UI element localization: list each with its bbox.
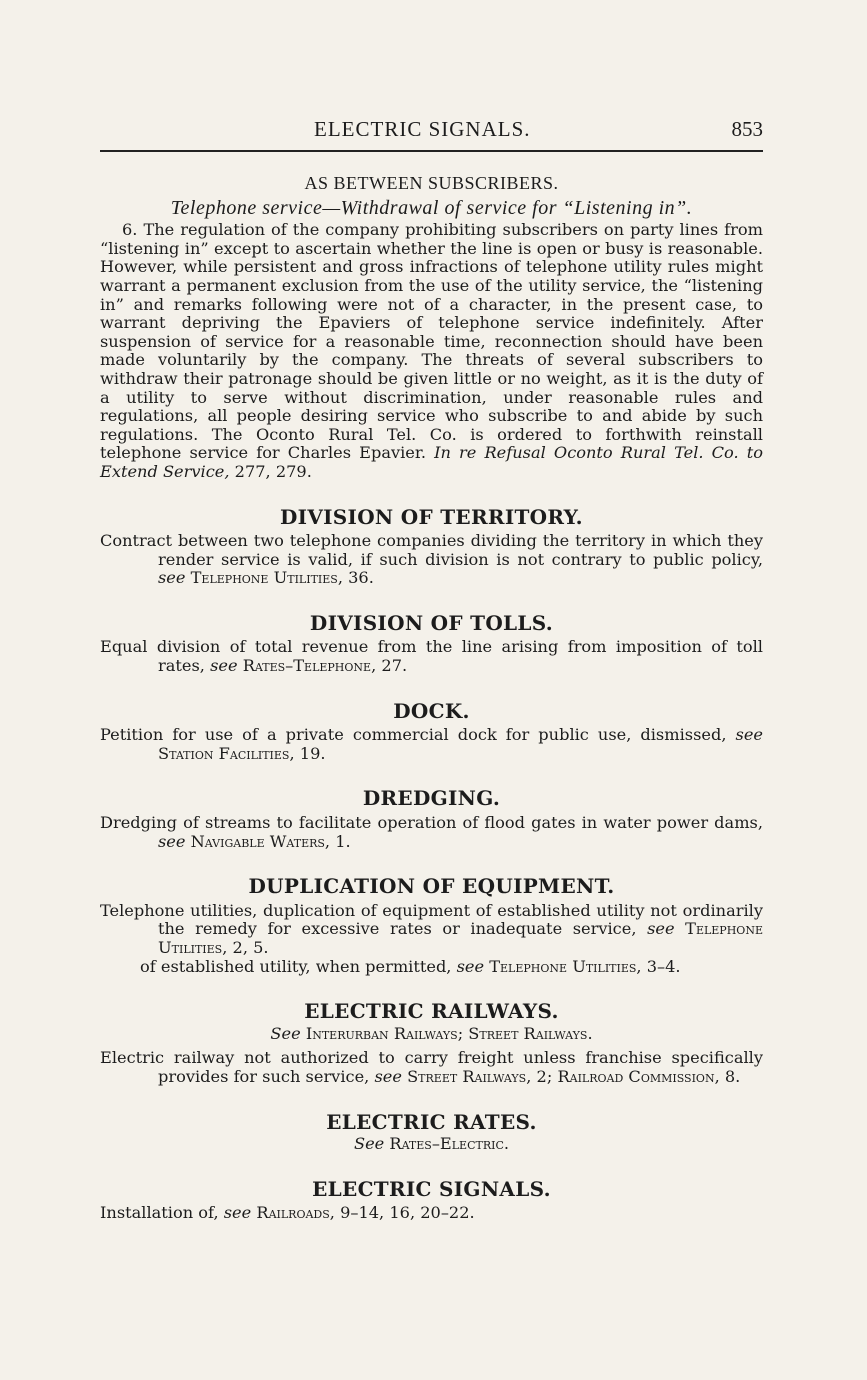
entry-text: Contract between two telephone companies dividing the territory in which they render service is valid, if such division is not contrary to public policy, xyxy=(100,531,763,569)
see-word: see xyxy=(210,656,238,676)
running-head xyxy=(100,118,763,152)
see-also-electric-rates xyxy=(100,1135,763,1154)
reference-number: 9–14, 16, 20–22. xyxy=(340,1203,475,1223)
entry-text: Equal division of total revenue from the line arising from imposition of toll rates, xyxy=(100,637,763,676)
paragraph-6 xyxy=(100,221,763,481)
see-word: See xyxy=(353,1134,385,1154)
page-number: 853 xyxy=(731,117,763,141)
book-page xyxy=(100,118,763,1223)
entry-text: Petition for use of a private commercial dock for public use, dismissed, xyxy=(100,725,727,745)
see-word: See xyxy=(270,1023,301,1043)
cross-reference: Rates–Electric. xyxy=(389,1134,510,1154)
cross-reference: Railroads, xyxy=(256,1203,335,1223)
paragraph-text: 6. The regulation of the company prohibiting subscribers on party lines from “listening in” except to ascertain whether the line is open or busy is reasonable. However, while persistent and gross infractions of telephone utility rules might warrant a permanent exclusion from the use of the utility service, the “listening in” and remarks following were not of a character, in the present case, to warrant depriving the Epaviers of telephone service indefinitely. After suspension of service for a reasonable time, reconnection should have been made voluntarily by the company. The threats of several subscribers to withdraw their patronage should be given little or no weight, as it is the duty of a utility to serve without discrimination, under reasonable rules and regulations, all people desiring service who subscribe to and abide by such regulations. The Oconto Rural Tel. Co. is ordered to forthwith reinstall telephone service for Charles Epavier. xyxy=(100,220,763,463)
reference-number: 2, 5. xyxy=(232,938,269,957)
cross-reference: Station Facilities, xyxy=(158,743,295,763)
citation-pages: 277, 279. xyxy=(234,461,312,481)
heading-division-of-tolls: DIVISION OF TOLLS. xyxy=(309,610,554,635)
subsection-heading: AS BETWEEN SUBSCRIBERS. xyxy=(304,173,559,193)
cross-reference: Street Railways, xyxy=(407,1066,532,1086)
heading-dredging: DREDGING. xyxy=(362,786,501,811)
entry-dredging xyxy=(100,814,763,851)
heading-electric-railways: ELECTRIC RAILWAYS. xyxy=(304,999,559,1024)
reference-number: 19. xyxy=(299,743,326,763)
heading-electric-rates: ELECTRIC RATES. xyxy=(326,1109,537,1134)
see-word: see xyxy=(374,1066,402,1086)
entry-text: Installation of, xyxy=(100,1203,219,1223)
entry-duplication-of-equipment xyxy=(100,902,763,958)
reference-number: 8. xyxy=(724,1066,741,1086)
see-word: see xyxy=(456,956,485,976)
reference-number: 27. xyxy=(381,656,408,676)
case-citation: In re Refusal Oconto Rural Tel. Co. to Extend Service, xyxy=(100,443,763,481)
heading-electric-signals: ELECTRIC SIGNALS. xyxy=(312,1176,551,1201)
entry-dock xyxy=(100,726,763,763)
see-word: see xyxy=(223,1203,252,1223)
reference-number: 1. xyxy=(335,831,351,851)
see-word: see xyxy=(158,831,186,851)
cross-reference: Telephone Utilities, xyxy=(158,919,763,957)
cross-reference: Railroad Commission, xyxy=(557,1066,720,1086)
entry-text: of established utility, when permitted, xyxy=(140,956,452,976)
cross-reference: Telephone Utilities, xyxy=(190,568,343,588)
entry-electric-signals xyxy=(100,1204,763,1223)
entry-electric-railways xyxy=(100,1049,763,1086)
cross-reference: Telephone Utilities, xyxy=(489,956,642,976)
running-head-title: ELECTRIC SIGNALS. xyxy=(314,117,531,141)
reference-number: 2; xyxy=(536,1066,553,1086)
entry-division-of-tolls xyxy=(100,638,763,675)
subentry-duplication-of-equipment xyxy=(100,958,763,977)
see-word: see xyxy=(647,919,675,939)
reference-number: 3–4. xyxy=(646,956,681,976)
cross-reference: Rates–Telephone, xyxy=(242,656,377,676)
see-also-electric-railways xyxy=(100,1025,763,1044)
heading-division-of-territory: DIVISION OF TERRITORY. xyxy=(280,504,583,529)
see-word: see xyxy=(158,568,186,588)
cross-reference: Interurban Railways; Street Railways. xyxy=(305,1023,593,1043)
heading-duplication-of-equipment: DUPLICATION OF EQUIPMENT. xyxy=(248,874,615,899)
entry-division-of-territory xyxy=(100,532,763,588)
topic-heading: Telephone service—Withdrawal of service for “Listening in”. xyxy=(170,196,693,219)
see-word: see xyxy=(735,725,763,745)
cross-reference: Navigable Waters, xyxy=(190,831,331,851)
entry-text: Dredging of streams to facilitate operation of flood gates in water power dams, xyxy=(100,813,763,833)
entry-text: Telephone utilities, duplication of equipment of established utility not ordinarily the remedy for excessive rates or inadequate service, xyxy=(100,900,763,939)
heading-dock: DOCK. xyxy=(393,698,470,723)
reference-number: 36. xyxy=(348,568,374,588)
entry-text: Electric railway not authorized to carry freight unless franchise specifically provides for such service, xyxy=(100,1048,763,1086)
